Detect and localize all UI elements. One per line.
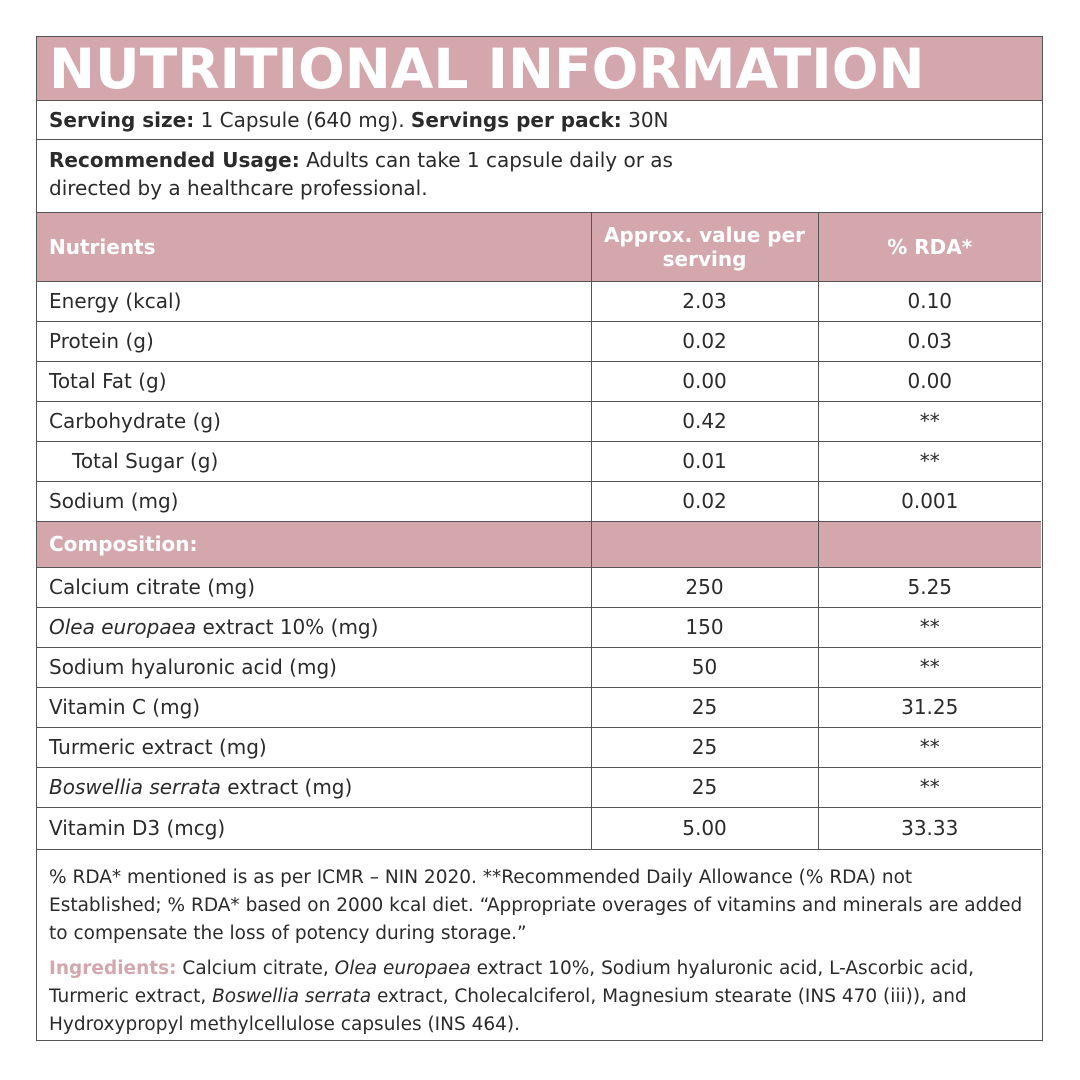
nutrient-name: Energy (kcal) <box>37 281 591 321</box>
composition-label: Composition: <box>37 521 591 567</box>
table-header-row <box>37 213 1041 281</box>
nutrient-name: Carbohydrate (g) <box>37 401 591 441</box>
serving-size-value: 1 Capsule (640 mg). <box>194 108 411 132</box>
panel-title: NUTRITIONAL INFORMATION <box>37 37 1042 101</box>
usage-label: Recommended Usage: <box>49 148 300 172</box>
composition-name-rest: extract (mg) <box>220 775 353 799</box>
table-row <box>37 767 1041 807</box>
composition-rda: ** <box>818 607 1041 647</box>
composition-header-blank <box>818 521 1041 567</box>
composition-rda: ** <box>818 767 1041 807</box>
composition-value: 25 <box>591 687 818 727</box>
nutrient-value: 0.02 <box>591 481 818 521</box>
table-row <box>37 441 1041 481</box>
recommended-usage <box>37 140 1042 213</box>
composition-rda: 5.25 <box>818 567 1041 607</box>
nutrients-table <box>37 213 1041 850</box>
composition-name: Vitamin D3 (mcg) <box>37 807 591 849</box>
ingredients-paragraph <box>49 955 1030 1039</box>
table-row <box>37 647 1041 687</box>
servings-per-pack-label: Servings per pack: <box>410 108 622 132</box>
nutrient-rda: 0.00 <box>818 361 1041 401</box>
nutrient-value: 0.01 <box>591 441 818 481</box>
ingredients-italic: Boswellia serrata <box>212 985 372 1007</box>
nutrient-rda: ** <box>818 401 1041 441</box>
composition-rda: ** <box>818 727 1041 767</box>
composition-header-row <box>37 521 1041 567</box>
composition-rda: 33.33 <box>818 807 1041 849</box>
serving-info <box>37 101 1042 140</box>
composition-value: 50 <box>591 647 818 687</box>
composition-name <box>37 607 591 647</box>
composition-value: 250 <box>591 567 818 607</box>
servings-per-pack-value: 30N <box>621 108 669 132</box>
nutrient-value: 0.02 <box>591 321 818 361</box>
nutrient-rda: ** <box>818 441 1041 481</box>
composition-value: 25 <box>591 727 818 767</box>
nutrient-rda: 0.001 <box>818 481 1041 521</box>
usage-text: Adults can take 1 capsule daily or as directed by a healthcare professional. <box>49 148 673 200</box>
nutrient-value: 0.00 <box>591 361 818 401</box>
ingredients-text: Calcium citrate, <box>176 957 335 979</box>
composition-value: 150 <box>591 607 818 647</box>
composition-name: Calcium citrate (mg) <box>37 567 591 607</box>
composition-name: Turmeric extract (mg) <box>37 727 591 767</box>
nutrient-name: Protein (g) <box>37 321 591 361</box>
composition-name-italic: Boswellia serrata <box>49 775 221 799</box>
ingredients-italic: Olea europaea <box>334 957 471 979</box>
table-row <box>37 687 1041 727</box>
composition-name: Vitamin C (mg) <box>37 687 591 727</box>
nutrient-value: 2.03 <box>591 281 818 321</box>
composition-name <box>37 767 591 807</box>
composition-header-blank <box>591 521 818 567</box>
nutrient-value: 0.42 <box>591 401 818 441</box>
table-row <box>37 361 1041 401</box>
nutrient-rda: 0.03 <box>818 321 1041 361</box>
composition-rda: 31.25 <box>818 687 1041 727</box>
composition-name-italic: Olea europaea <box>49 615 197 639</box>
nutrient-name: Total Fat (g) <box>37 361 591 401</box>
header-rda: % RDA* <box>818 213 1041 281</box>
ingredients-label: Ingredients: <box>49 957 177 979</box>
serving-size-label: Serving size: <box>49 108 195 132</box>
composition-value: 5.00 <box>591 807 818 849</box>
composition-name-rest: extract 10% (mg) <box>196 615 379 639</box>
composition-name: Sodium hyaluronic acid (mg) <box>37 647 591 687</box>
table-row <box>37 401 1041 441</box>
table-row <box>37 321 1041 361</box>
usage-body <box>49 146 699 202</box>
table-row <box>37 607 1041 647</box>
header-nutrients: Nutrients <box>37 213 591 281</box>
ingredients-text: extract, Cholecalciferol, Magnesium stearate (INS 470 (iii)), and Hydroxypropyl methylcellulose capsules (INS 464). <box>49 985 967 1035</box>
rda-footnote: % RDA* mentioned is as per ICMR – NIN 2020. **Recommended Daily Allowance (% RDA) not Established; % RDA* based on 2000 kcal diet. “Appropriate overages of vitamins and minerals are added to compensate the loss of potency during storage.” <box>49 866 1023 944</box>
composition-rda: ** <box>818 647 1041 687</box>
table-row <box>37 807 1041 849</box>
ingredients-text: extract 10%, Sodium hyaluronic acid, L-Ascorbic acid, Turmeric extract, <box>49 957 974 1007</box>
composition-value: 25 <box>591 767 818 807</box>
table-row <box>37 727 1041 767</box>
header-approx-value: Approx. value per serving <box>591 213 818 281</box>
nutrient-name: Sodium (mg) <box>37 481 591 521</box>
table-row <box>37 567 1041 607</box>
nutrition-panel <box>36 36 1043 1041</box>
table-row <box>37 281 1041 321</box>
notes-section <box>37 850 1042 1039</box>
nutrient-rda: 0.10 <box>818 281 1041 321</box>
table-row <box>37 481 1041 521</box>
nutrient-name: Total Sugar (g) <box>37 441 591 481</box>
